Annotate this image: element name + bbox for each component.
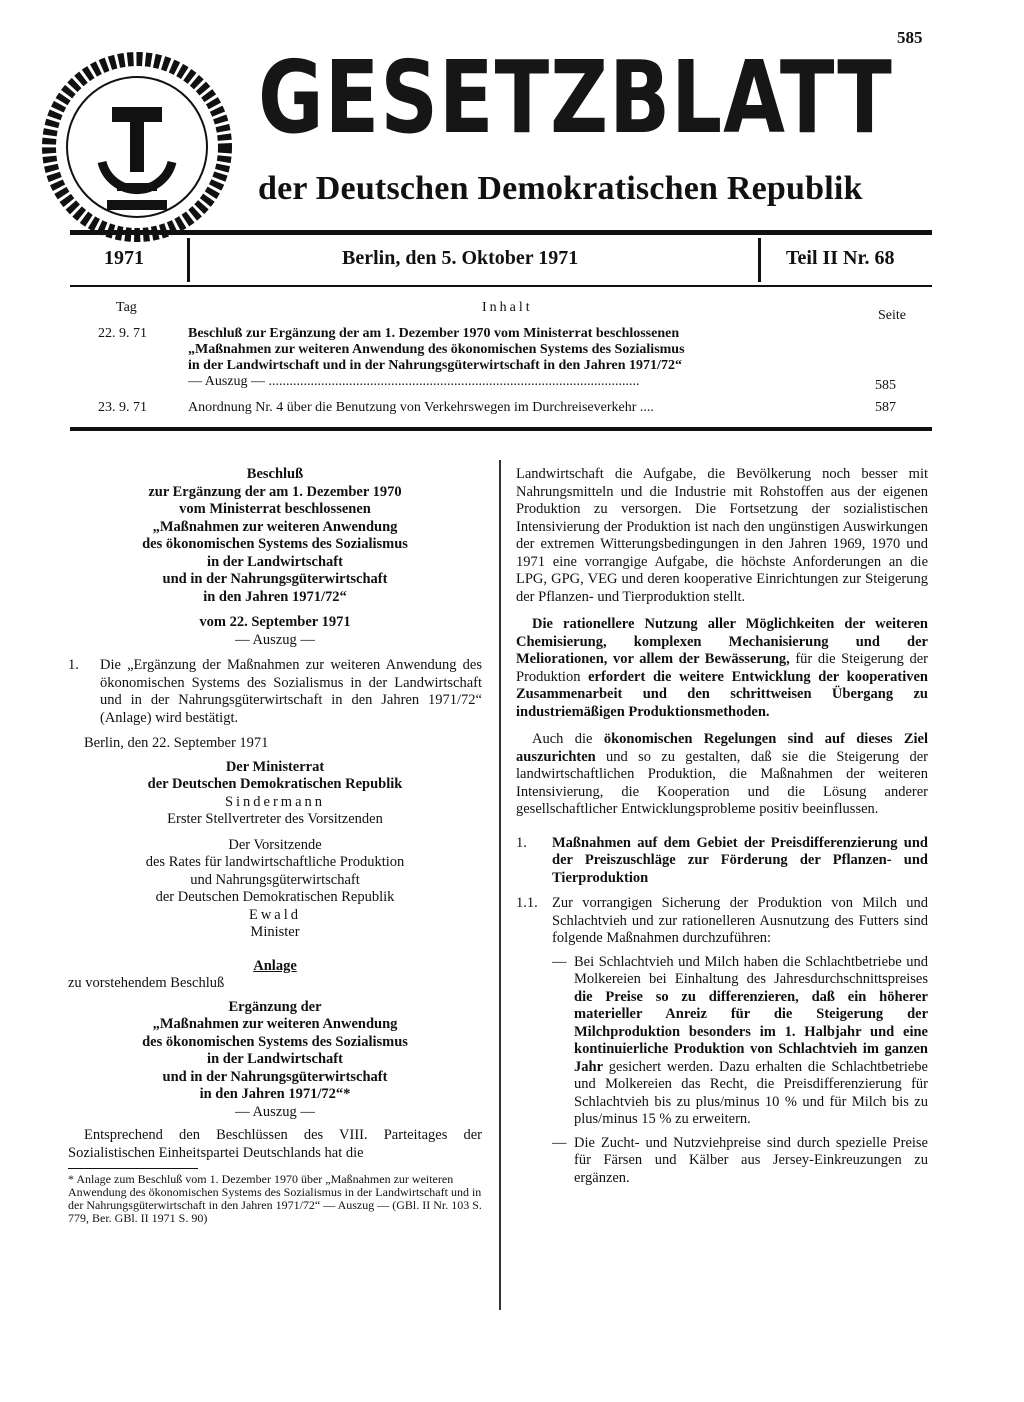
footnote-divider [68,1168,198,1169]
issue-year: 1971 [104,247,144,269]
text: und so zu gestalten, daß sie die Steigerung der landwirtschaftlichen Produktion, die Maßnahmen der weiteren Intensivierung, die Kooperation und die Lösung anderer gesellschaftlicher Entwicklungsprobleme positiv beeinflussen. [516,748,928,817]
annex-title [68,999,482,1104]
signature-name: Ewald [248,906,302,923]
bold-text: die Preise so zu differenzieren, daß ein höherer materieller Anreiz für die Steigerung der Milchproduktion besonders im 1. Halbjahr und eine kontinuierliche Produktion von Schlachtvieh im ganzen Jahr [574,988,928,1075]
body-paragraph [516,731,928,819]
toc-line: Beschluß zur Ergänzung der am 1. Dezember 1970 vom Ministerrat beschlossenen [188,326,680,341]
column-divider [499,460,501,1310]
signature-org: und Nahrungsgüterwirtschaft [190,871,360,888]
title-line: in den Jahren 1971/72“ [203,588,347,605]
signature-org: der Deutschen Demokratischen Republik [155,889,395,905]
title-line: des ökonomischen Systems des Sozialismus [142,536,408,552]
title-line: und in der Nahrungsgüterwirtschaft [162,1068,388,1085]
divider [187,238,190,282]
divider [70,427,932,431]
toc-page: 585 [875,378,896,393]
subsection [516,895,928,948]
subsection-text: Zur vorrangigen Sicherung der Produktion von Milch und Schlachtvieh und zur rationelleren Ausnutzung des Futters sind folgende Maßnahmen durchzuführen: [552,895,928,946]
body-paragraph: Entsprechend den Beschlüssen des VIII. Parteitages der Sozialistischen Einheitspartei Deutschlands hat die [68,1127,482,1161]
item-text [574,954,928,1129]
title-line: „Maßnahmen zur weiteren Anwendung [152,1016,398,1032]
divider [70,230,932,235]
list-item: — Die Zucht- und Nutzviehpreise sind durch spezielle Preise für Färsen und Kälber aus Jersey-Einkreuzungen zu ergänzen. [552,1134,928,1186]
text: Bei Schlachtvieh und Milch haben die Schlachtbetriebe und Molkereien bei Einhaltung des Jahresdurchschnittspreises [574,953,928,987]
bold-text: Die rationellere Nutzung aller Möglichkeiten der weiteren Chemisierung, komplexen Mechanisierung und der Meliorationen, vor allem der Bewässerung, [516,616,928,667]
body-paragraph: Landwirtschaft die Aufgabe, die Bevölkerung noch besser mit Nahrungsmitteln und die Industrie mit Rohstoffen aus der eigenen Produktion zu versorgen. Die Fortsetzung der sozialistischen Intensivierung der Produktion ist nach den ungünstigen Auswirkungen der extremen Witterungsbedingungen in den Jahren 1969, 1970 und 1971 eine vorrangige Aufgabe, die höchste Anforderungen an die LPG, GPG, VEG und deren kooperative Einrichtungen zur Steigerung der Pflanzen- und Tierproduktion stellt. [516,466,928,605]
toc-page: 587 [875,400,896,415]
signature-org: Der Vorsitzende [228,836,322,853]
title-line: in der Landwirtschaft [207,553,343,570]
title-line: des ökonomischen Systems des Sozialismus [142,1033,408,1050]
title-line: vom Ministerrat beschlossenen [179,501,371,517]
title-line: und in der Nahrungsgüterwirtschaft [162,571,388,587]
title-line: Beschluß [246,466,304,482]
title-line: in den Jahren 1971/72“* [199,1086,351,1102]
toc-seite-label: Seite [878,308,906,323]
decision-title [68,466,482,606]
list-item: — Bei Schlachtvieh und Milch haben die Schlachtbetriebe und Molkereien bei Einhaltung des Jahresdurchschnittspreises die Preise so zu differenzieren, daß ein höherer materieller Anreiz für die Steigerung der Milchproduktion besonders im 1. Halbjahr und eine kontinuierliche Produktion von Schlachtvieh im ganzen Jahr gesichert werden. Dazu erhalten die Schlachtbetriebe und Molkereien das Recht, die Preisdifferenzierung für Schlachtvieh bis zu plus/minus 10 % und für Milch bis zu plus/minus 15 % zu erweitern. [552,953,928,1127]
toc-entry [70,326,932,393]
decision-date: vom 22. September 1971 [199,614,351,630]
signature-role: Erster Stellvertreter des Vorsitzenden [167,811,383,827]
title-line: „Maßnahmen zur weiteren Anwendung [152,518,398,535]
title-line: zur Ergänzung der am 1. Dezember 1970 [148,483,402,500]
signature-place-date: Berlin, den 22. September 1971 [84,735,269,751]
issue-part-number: Teil II Nr. 68 [786,247,895,269]
body-paragraph [516,616,928,721]
section-title: Maßnahmen auf dem Gebiet der Preisdifferenzierung und der Preiszuschläge zur Förderung der Pflanzen- und Tierproduktion [552,834,928,886]
toc-line: in der Landwirtschaft und in der Nahrungsgüterwirtschaft in den Jahren 1971/72“ [188,358,682,373]
toc-line: — Auszug — .......................................................................................................... [188,374,640,389]
state-emblem-icon [42,52,232,242]
title-line: in der Landwirtschaft [207,1051,343,1067]
signature-role: Minister [250,924,300,940]
excerpt-label: — Auszug — [235,1103,315,1120]
item-number: 1. [68,657,79,673]
title-line: Ergänzung der [228,998,322,1015]
toc-date: 22. 9. 71 [98,326,147,341]
divider [758,238,761,282]
signature-org: der Deutschen Demokratischen Republik [147,776,403,792]
item-text: Die „Ergänzung der Maßnahmen zur weiteren Anwendung des ökonomischen Systems des Sozialismus in der Landwirtschaft und in der Nahrungsgüterwirtschaft in den Jahren 1971/72“ (Anlage) wird bestätigt. [100,657,482,726]
text: Auch die [532,731,604,747]
issue-info-bar [70,236,932,284]
divider [70,285,932,287]
toc-date: 23. 9. 71 [98,400,147,415]
annex-reference: zu vorstehendem Beschluß [68,975,225,991]
bold-text: ökonomischen Regelungen sind auf dieses Ziel auszurichten [516,731,928,765]
toc-entry [70,400,932,416]
section-heading [516,835,928,888]
footnote: * Anlage zum Beschluß vom 1. Dezember 1970 über „Maßnahmen zur weiteren Anwendung des ökonomischen Systems des Sozialismus in der Landwirtschaft und in der Nahrungsgüterwirtschaft in den Jahren 1971/72“ — Auszug — (GBl. II Nr. 103 S. 779, Ber. GBl. II 1971 S. 90) [68,1172,482,1225]
right-column [516,466,928,1187]
left-column [68,466,482,1225]
section-number: 1. [516,834,527,851]
list-item [68,657,482,727]
issue-place-date: Berlin, den 5. Oktober 1971 [342,247,579,269]
signature-org: Der Ministerrat [225,758,325,775]
subsection-number: 1.1. [516,895,538,911]
signature-org: des Rates für landwirtschaftliche Produktion [145,854,405,870]
masthead-title: GESETZBLATT [258,39,893,156]
toc-inhalt-label: Inhalt [482,300,533,315]
bold-text: erfordert die weitere Entwicklung der kooperativen Zusammenarbeit und den schrittweisen Übergang zu industriemäßigen Produktionsmethoden. [516,668,928,720]
annex-heading: Anlage [253,957,297,974]
signature-name: Sindermann [224,793,326,810]
table-of-contents [70,300,932,416]
text: gesichert werden. Dazu erhalten die Schlachtbetriebe und Molkereien das Recht, die Preisdifferenzierung für Schlachtvieh bis zu plus/minus 10 % und für Milch bis zu plus/minus 15 % zu erweitern. [574,1058,928,1127]
page-number: 585 [897,28,923,47]
toc-line: Anordnung Nr. 4 über die Benutzung von Verkehrswegen im Durchreiseverkehr .... [188,400,654,415]
excerpt-label: — Auszug — [235,631,315,648]
toc-line: „Maßnahmen zur weiteren Anwendung des ökonomischen Systems des Sozialismus [188,342,685,357]
toc-tag-label: Tag [116,300,137,315]
masthead-subtitle: der Deutschen Demokratischen Republik [258,170,863,207]
text: für die Steigerung der Produktion [516,651,928,685]
item-text: Die Zucht- und Nutzviehpreise sind durch spezielle Preise für Färsen und Kälber aus Jersey-Einkreuzungen zu ergänzen. [574,1134,928,1186]
